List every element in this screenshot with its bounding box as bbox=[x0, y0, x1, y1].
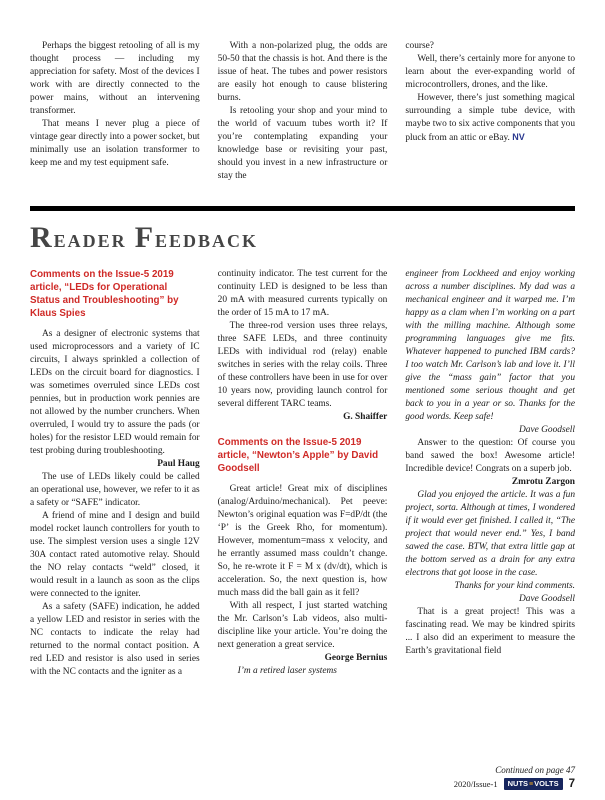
paragraph: Is retooling your shop and your mind to the world of vacuum tubes worth it? If you’re contemplating expanding your knowledge base or revisiting your past, should you invest in a new infrastructure or stay the bbox=[217, 106, 388, 181]
reader-feedback bbox=[30, 268, 575, 773]
paragraph: As a safety (SAFE) indication, he added a yellow LED and resistor in series with the NC contacts to indicate the relay had returned to the normal contact position. A red LED and resistor is also used in series with the NC contacts and the igniter as a bbox=[30, 602, 200, 677]
paragraph: As a designer of electronic systems that used microprocessors and a variety of IC circuits, I always sprinkled a collection of LEDs on the circuit board for diagnostics. I was sometimes overruled since LEDs cost pennies, but in production work pennies are not allowed by the number crunchers. When overruled, I would try to assure the pads (or holes) for the resistor LED would remain for test probing during troubleshooting. bbox=[30, 329, 200, 456]
paragraph: A friend of mine and I design and build model rocket launch controllers for youth to use. The simplest version uses a single 12V 30A contact rated automotive relay. Should the NO relay contacts “weld” closed, it would result in a launch as soon as the clips were connected to the igniter. bbox=[30, 511, 200, 599]
paragraph: With all respect, I just started watching the Mr. Carlson’s Lab videos, also multi-discipline like your article. You’re doing the next generation a great service. bbox=[217, 601, 388, 650]
logo-volts-text: VOLTS bbox=[534, 779, 559, 789]
paragraph: Answer to the question: Of course you band sawed the box! Awesome article! Incredible device! Congrats on a superb job. bbox=[405, 438, 575, 474]
paragraph: course? bbox=[405, 41, 434, 51]
paragraph: continuity indicator. The test current for the continuity LED is designed to be less than 20 mA with measured currents typically on the order of 15 mA to 17 mA. bbox=[217, 269, 388, 318]
author-signature: Dave Goodsell bbox=[519, 594, 575, 604]
paragraph bbox=[405, 92, 575, 145]
paragraph-italic: engineer from Lockheed and enjoy working across a number disciplines. My dad was a mechanical engineer and it warped me. I’m happy as a clam when I’m working on a part with the milling machine. Although some programming languages give me fits. Whatever happened to punched IBM cards? I too watch Mr. Carlson’s lab and love it. I’ll give the “mass gain” factor that you mentioned some serious thought and get back to you in a year or so. Thanks for the good words. Keep safe! bbox=[405, 269, 575, 422]
section-rule bbox=[30, 206, 575, 211]
paragraph: That is a great project! This was a fascinating read. We may be kindred spirits ... I also did an experiment to measure the Earth’s gravitational field bbox=[405, 607, 575, 656]
top-article-column-1 bbox=[30, 40, 200, 190]
logo-nuts-text: NUTS bbox=[507, 779, 529, 789]
section-title bbox=[30, 218, 575, 256]
paragraph: With a non-polarized plug, the odds are 50-50 that the chassis is hot. And there is the issue of heat. The tubes and power resistors are easily hot enough to cause blistering burns. bbox=[217, 41, 388, 103]
paragraph-italic: Glad you enjoyed the article. It was a fun project, sorta. Although at times, I wondered if it would ever get finished. I called it, “The project that would never end.” Yes, I band sawed the case. BTW, that extra little gap at the bottom served as a drain for any extra electrons that got loose in the case. bbox=[405, 490, 575, 578]
feedback-column-1 bbox=[30, 268, 200, 773]
paragraph-italic: Thanks for your kind comments. bbox=[454, 581, 575, 591]
feedback-column-2 bbox=[218, 268, 388, 773]
section-title-rest: EADER bbox=[53, 231, 127, 251]
paragraph: Perhaps the biggest retooling of all is my thought process — including my appreciation for safety. Most of the devices I work with are directly connected to the power mains, without an intervening transformer. bbox=[30, 41, 200, 116]
nutsvolts-logo bbox=[504, 778, 563, 790]
author-signature: Dave Goodsell bbox=[519, 425, 575, 435]
top-article bbox=[30, 40, 575, 190]
section-title-initial: R bbox=[30, 221, 54, 254]
paragraph: The three-rod version uses three relays, three SAFE LEDs, and three continuity LEDs with individual rod (relay) enable switches in series with the relay coils. Three of these controllers have been in use for over 10 years now, providing launch control for several different TARC teams. bbox=[217, 321, 388, 409]
feedback-heading: Comments on the Issue-5 2019 article, “LEDs for Operational Status and Troubleshooting” by Klaus Spies bbox=[30, 269, 179, 319]
reader-signature: Zmrotu Zargon bbox=[511, 477, 575, 487]
section-title-rest: EEDBACK bbox=[155, 231, 259, 251]
footer-line bbox=[454, 778, 575, 790]
paragraph-text: However, there’s just something magical surrounding a simple tube device, with maybe two to six active components that you pluck from an attic or eBay. bbox=[405, 93, 575, 143]
paragraph: That means I never plug a piece of vintage gear directly into a power socket, but minimally use an isolation transformer to keep me and my test equipment safe. bbox=[30, 119, 200, 168]
page-footer bbox=[454, 765, 575, 790]
paragraph-italic: I’m a retired laser systems bbox=[237, 666, 337, 676]
reader-signature: George Bernius bbox=[324, 653, 388, 663]
page-number: 7 bbox=[568, 778, 575, 790]
reader-signature: Paul Haug bbox=[157, 459, 200, 469]
paragraph: Great article! Great mix of disciplines (analog/Arduino/mechanical). Pet peeve: Newton’s original equation was F=dP/dt (the ‘P’ is the Greek Rho, for momentum). However, momentum=mass x velocity, and he errantly assumed mass couldn’t change. So, he re-wrote it F = M x (dv/dt), which is acceleration. So, the next question is, how much mass did the ball gain as it fell? bbox=[217, 484, 388, 598]
paragraph: Well, there’s certainly more for anyone to learn about the ever-expanding world of microcontrollers, drones, and the like. bbox=[405, 54, 575, 90]
issue-label: 2020/Issue-1 bbox=[453, 779, 498, 789]
top-article-column-2 bbox=[218, 40, 388, 190]
feedback-heading: Comments on the Issue-5 2019 article, “Newton’s Apple” by David Goodsell bbox=[217, 437, 379, 474]
section-title-initial: F bbox=[134, 221, 156, 254]
lightning-bolt-icon: ≡ bbox=[529, 780, 534, 788]
reader-signature: G. Shaiffer bbox=[343, 412, 388, 422]
paragraph: The use of LEDs likely could be called an operational use, however, we refer to it as a safety or “SAFE” indicator. bbox=[30, 472, 200, 508]
feedback-column-3 bbox=[405, 268, 575, 773]
continued-note: Continued on page 47 bbox=[495, 765, 575, 775]
endmark-nv: NV bbox=[512, 132, 525, 142]
top-article-column-3 bbox=[405, 40, 575, 190]
